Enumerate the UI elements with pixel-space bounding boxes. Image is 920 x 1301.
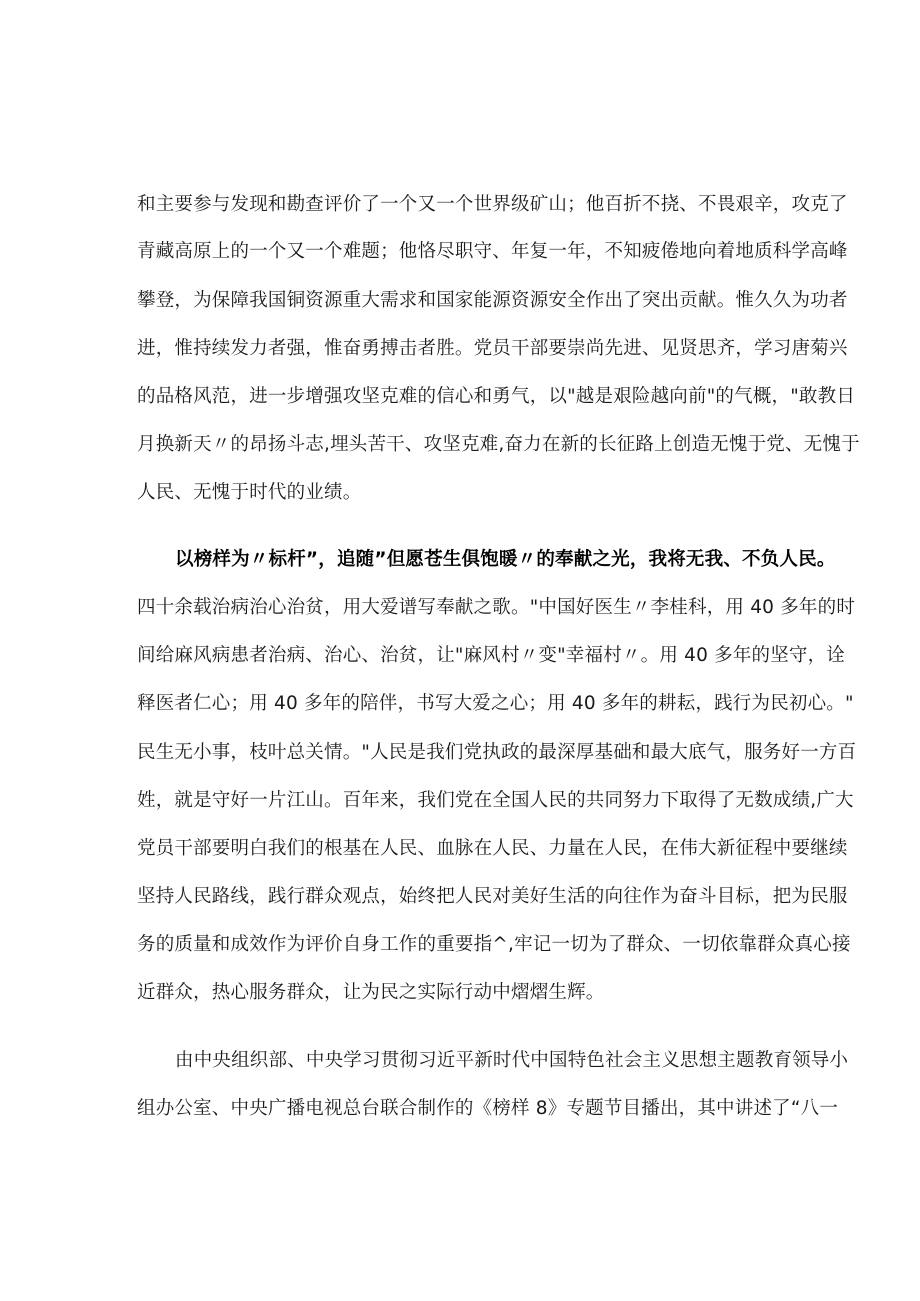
paragraph2-heading: 以榜样为〃标杆”，追随”但愿苍生俱饱暖〃的奉献之光，我将无我、不负人民。: [175, 549, 836, 570]
paragraph2-line-2: 间给麻风病患者治病、治心、治贫，让"麻风村〃变"幸福村〃。用 40 多年的坚守，诠: [137, 645, 846, 666]
paragraph2-line-8: 务的质量和成效作为评价自身工作的重要指^,牢记一切为了群众、一切依靠群众真心接: [137, 934, 851, 955]
paragraph2-line-1: 四十余载治病治心治贫，用大爱谱写奉献之歌。"中国好医生〃李桂科，用 40 多年的时: [137, 597, 856, 618]
paragraph2-line-4: 民生无小事，枝叶总关情。"人民是我们党执政的最深厚基础和最大底气，服务好一方百: [137, 742, 857, 763]
paragraph1-line-6: 月换新天〃的昂扬斗志,埋头苦干、攻坚克难,奋力在新的长征路上创造无愧于党、无愧于: [137, 434, 860, 455]
paragraph2-line-9: 近群众，热心服务群众，让为民之实际行动中熠熠生辉。: [137, 982, 605, 1003]
paragraph1-line-2: 青藏高原上的一个又一个难题；他恪尽职守、年复一年，不知疲倦地向着地质科学高峰: [137, 241, 848, 262]
paragraph3-line-1: 由中央组织部、中央学习贯彻习近平新时代中国特色社会主义思想主题教育领导小: [175, 1050, 849, 1071]
paragraph1-line-5: 的品格风范，进一步增强攻坚克难的信心和勇气，以"越是艰险越向前"的气概，"敢教日: [137, 386, 856, 407]
paragraph1-line-3: 攀登，为保障我国铜资源重大需求和国家能源资源安全作出了突出贡献。惟久久为功者: [137, 290, 848, 311]
paragraph1-line-4: 进，惟持续发力者强，惟奋勇搏击者胜。党员干部要崇尚先进、见贤思齐，学习唐菊兴: [137, 338, 848, 359]
paragraph3-line-2: 组办公室、中央广播电视总台联合制作的《榜样 8》专题节目播出，其中讲述了“八一: [137, 1098, 839, 1119]
paragraph2-line-6: 党员干部要明白我们的根基在人民、血脉在人民、力量在人民，在伟大新征程中要继续: [137, 838, 848, 859]
paragraph2-line-7: 坚持人民路线，践行群众观点，始终把人民对美好生活的向往作为奋斗目标，把为民服: [137, 886, 848, 907]
paragraph2-line-3: 释医者仁心；用 40 多年的陪伴，书写大爱之心；用 40 多年的耕耘，践行为民初心。": [137, 693, 854, 714]
paragraph1-line-7: 人民、无愧于时代的业绩。: [137, 482, 362, 503]
paragraph1-line-1: 和主要参与发现和勘查评价了一个又一个世界级矿山；他百折不挠、不畏艰辛，攻克了: [137, 194, 848, 215]
paragraph2-line-5: 姓，就是守好一片江山。百年来，我们党在全国人民的共同努力下取得了无数成绩,广大: [137, 790, 854, 811]
